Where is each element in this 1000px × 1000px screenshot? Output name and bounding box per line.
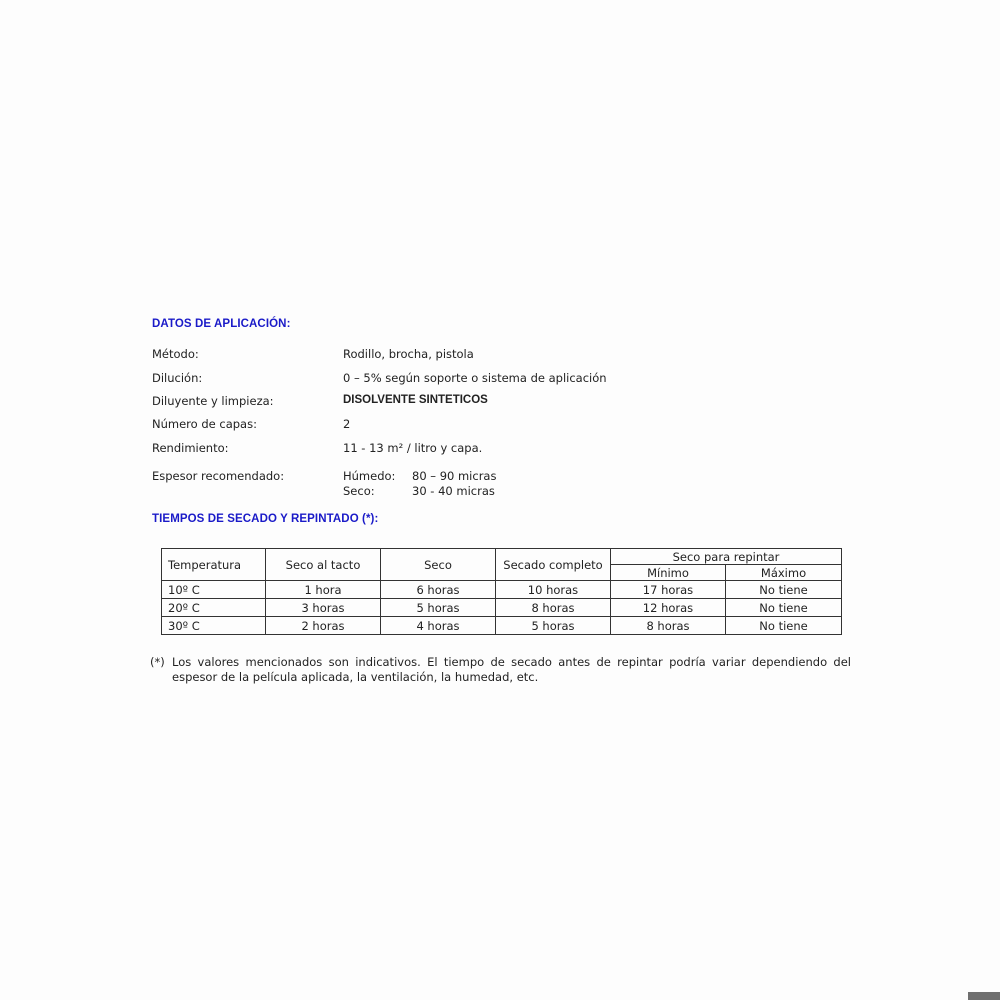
coats-label: Número de capas: — [152, 417, 257, 431]
cell-temp: 30º C — [162, 617, 266, 635]
thickness-dry-label: Seco: — [343, 484, 375, 498]
cell-max: No tiene — [726, 617, 842, 635]
drying-heading: TIEMPOS DE SECADO Y REPINTADO (*): — [152, 513, 379, 525]
method-label: Método: — [152, 347, 199, 361]
yield-value: 11 - 13 m² / litro y capa. — [343, 441, 483, 455]
cell-touch: 1 hora — [266, 581, 381, 599]
table-row — [162, 599, 842, 617]
header-max: Máximo — [726, 565, 842, 581]
cell-dry: 6 horas — [381, 581, 496, 599]
cell-dry: 4 horas — [381, 617, 496, 635]
thickness-dry-value: 30 - 40 micras — [412, 484, 495, 498]
page-corner-bar — [968, 992, 1000, 1000]
footnote-mark: (*) — [150, 655, 165, 669]
coats-value: 2 — [343, 417, 351, 431]
cell-min: 17 horas — [611, 581, 726, 599]
table-row — [162, 581, 842, 599]
dilution-value: 0 – 5% según soporte o sistema de aplicación — [343, 371, 607, 385]
thinner-value: DISOLVENTE SINTETICOS — [343, 394, 488, 406]
cell-max: No tiene — [726, 581, 842, 599]
thickness-wet-row — [343, 469, 496, 483]
header-min: Mínimo — [611, 565, 726, 581]
cell-full: 10 horas — [496, 581, 611, 599]
table-header-row — [162, 549, 842, 565]
cell-min: 8 horas — [611, 617, 726, 635]
cell-full: 5 horas — [496, 617, 611, 635]
cell-dry: 5 horas — [381, 599, 496, 617]
dilution-label: Dilución: — [152, 371, 203, 385]
cell-touch: 2 horas — [266, 617, 381, 635]
drying-times-table — [161, 548, 842, 635]
application-heading: DATOS DE APLICACIÓN: — [152, 318, 291, 330]
thickness-label: Espesor recomendado: — [152, 469, 285, 483]
cell-min: 12 horas — [611, 599, 726, 617]
header-temperature: Temperatura — [162, 549, 266, 581]
cell-full: 8 horas — [496, 599, 611, 617]
header-touch-dry: Seco al tacto — [266, 549, 381, 581]
table-row — [162, 617, 842, 635]
footnote — [150, 655, 851, 685]
thinner-label: Diluyente y limpieza: — [152, 394, 274, 408]
header-dry: Seco — [381, 549, 496, 581]
cell-temp: 20º C — [162, 599, 266, 617]
method-value: Rodillo, brocha, pistola — [343, 347, 474, 361]
cell-touch: 3 horas — [266, 599, 381, 617]
thickness-wet-label: Húmedo: — [343, 469, 396, 483]
yield-label: Rendimiento: — [152, 441, 229, 455]
thickness-wet-value: 80 – 90 micras — [412, 469, 497, 483]
cell-temp: 10º C — [162, 581, 266, 599]
header-full-dry: Secado completo — [496, 549, 611, 581]
footnote-text: Los valores mencionados son indicativos. El tiempo de secado antes de repintar podría variar dependiendo del espesor de la película aplicada, la ventilación, la humedad, etc. — [172, 655, 851, 684]
thickness-dry-row — [343, 484, 495, 498]
header-repaint: Seco para repintar — [611, 549, 842, 565]
cell-max: No tiene — [726, 599, 842, 617]
